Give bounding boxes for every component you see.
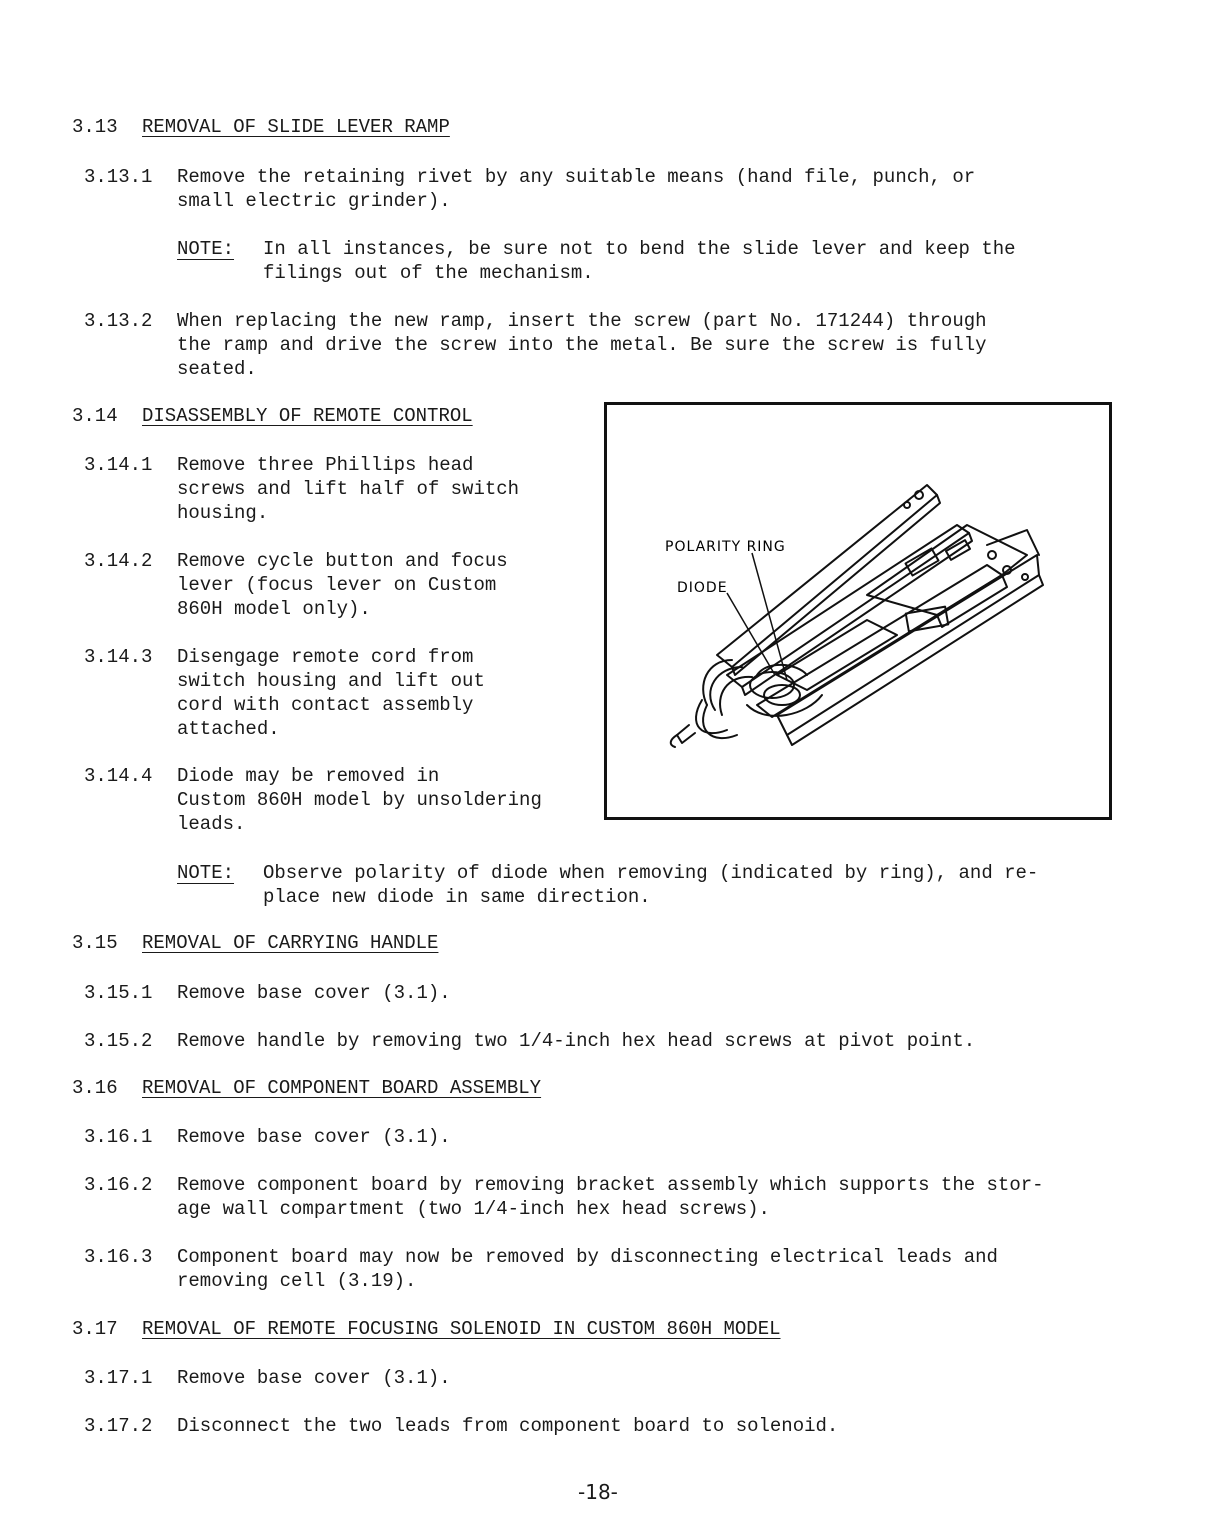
step-number: 3.16.3 [84,1246,153,1268]
step-text: Diode may be removed in Custom 860H model by unsoldering leads. [177,765,542,835]
section-number: 3.16 [72,1077,118,1099]
section-title: DISASSEMBLY OF REMOTE CONTROL [142,405,473,427]
step-number: 3.14.4 [84,765,153,787]
note-text: In all instances, be sure not to bend the slide lever and keep the filings out of the mechanism. [263,238,1016,284]
step-number: 3.15.2 [84,1030,153,1052]
section-heading-3-15 [72,932,438,954]
step-number: 3.17.2 [84,1415,153,1437]
section-number: 3.15 [72,932,118,954]
step-number: 3.16.1 [84,1126,153,1148]
step-text: Remove handle by removing two 1/4-inch hex head screws at pivot point. [177,1030,976,1052]
step-number: 3.17.1 [84,1367,153,1389]
switch-assembly-drawing [607,405,1109,817]
section-heading-3-13 [72,116,450,138]
step-text: Component board may now be removed by disconnecting electrical leads and removing cell (3.19). [177,1246,998,1292]
note-label: NOTE: [177,862,235,884]
step-text: Remove three Phillips head screws and lift half of switch housing. [177,454,520,524]
note-text: Observe polarity of diode when removing (indicated by ring), and re- place new diode in same direction. [263,862,1039,908]
note-label: NOTE: [177,238,235,260]
section-heading-3-14 [72,405,473,427]
step-text: Remove component board by removing bracket assembly which supports the stor- age wall compartment (two 1/4-inch hex head screws). [177,1174,1044,1220]
step-number: 3.14.1 [84,454,153,476]
step-text: Disengage remote cord from switch housing and lift out cord with contact assembly attached. [177,646,485,740]
section-heading-3-17 [72,1318,781,1340]
step-number: 3.13.1 [84,166,153,188]
section-number: 3.13 [72,116,118,138]
step-text: Remove base cover (3.1). [177,1126,451,1148]
section-number: 3.17 [72,1318,118,1340]
remote-control-figure [604,402,1112,820]
step-text: Remove cycle button and focus lever (focus lever on Custom 860H model only). [177,550,508,620]
step-number: 3.14.3 [84,646,153,668]
section-title: REMOVAL OF SLIDE LEVER RAMP [142,116,450,138]
step-number: 3.15.1 [84,982,153,1004]
section-title: REMOVAL OF CARRYING HANDLE [142,932,439,954]
section-title: REMOVAL OF REMOTE FOCUSING SOLENOID IN CUSTOM 860H MODEL [142,1318,781,1340]
section-number: 3.14 [72,405,118,427]
step-text: Remove base cover (3.1). [177,1367,451,1389]
diode-label: DIODE [677,580,728,596]
polarity-ring-label: POLARITY RING [665,539,786,555]
step-text: Remove base cover (3.1). [177,982,451,1004]
page-number: -18- [578,1480,618,1504]
step-number: 3.16.2 [84,1174,153,1196]
section-heading-3-16 [72,1077,541,1099]
section-title: REMOVAL OF COMPONENT BOARD ASSEMBLY [142,1077,542,1099]
step-number: 3.13.2 [84,310,153,332]
step-number: 3.14.2 [84,550,153,572]
step-text: When replacing the new ramp, insert the screw (part No. 171244) through the ramp and drive the screw into the metal. Be sure the screw is fully seated. [177,310,987,380]
step-text: Remove the retaining rivet by any suitable means (hand file, punch, or small electric grinder). [177,166,976,212]
step-text: Disconnect the two leads from component board to solenoid. [177,1415,839,1437]
